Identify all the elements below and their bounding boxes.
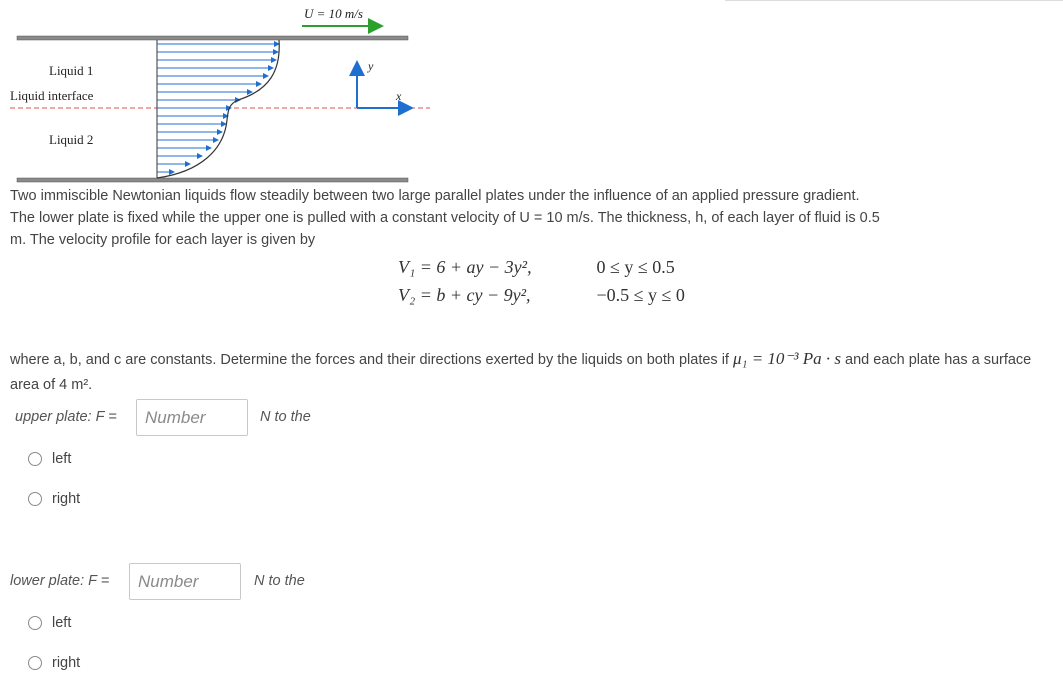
radio-button[interactable] bbox=[28, 492, 42, 506]
liquid2-label: Liquid 2 bbox=[49, 132, 94, 147]
velocity-profile-curve bbox=[157, 40, 279, 178]
upper-option-left-label: left bbox=[52, 451, 72, 467]
lower-force-input[interactable] bbox=[129, 563, 241, 600]
upper-direction-label: N to the bbox=[260, 409, 311, 425]
upper-force-input[interactable] bbox=[136, 399, 248, 436]
y-axis-label: y bbox=[368, 59, 374, 73]
problem-intro: Two immiscible Newtonian liquids flow steadily between two large parallel plates under the influence of an applied pressure gradient. The lower plate is fixed while the upper one is pulled with a constant velocity of U = 10 m/s. The thickness, h, of each layer of fluid is 0.5 m. The velocity profile for each layer is given by bbox=[10, 188, 880, 248]
lower-plate bbox=[17, 178, 408, 182]
interface-label: Liquid interface bbox=[10, 88, 94, 103]
viscosity-expression: μ₁ = 10⁻³ Pa · s bbox=[733, 349, 841, 368]
lower-plate-label: lower plate: F = bbox=[10, 573, 110, 589]
upper-option-left[interactable] bbox=[28, 451, 71, 467]
radio-button[interactable] bbox=[28, 452, 42, 466]
velocity-equations bbox=[398, 257, 685, 313]
velocity-label: U = 10 m/s bbox=[304, 6, 363, 21]
x-axis-label: x bbox=[396, 89, 402, 103]
flow-diagram bbox=[0, 0, 440, 185]
lower-option-right-label: right bbox=[52, 655, 81, 671]
question-text-a: where a, b, and c are constants. Determine the forces and their directions exerted by the liquids on both plates if bbox=[10, 352, 733, 368]
range-v1: 0 ≤ y ≤ 0.5 bbox=[596, 257, 675, 277]
problem-question bbox=[10, 346, 1063, 398]
lower-option-left-label: left bbox=[52, 615, 72, 631]
upper-option-right-label: right bbox=[52, 491, 81, 507]
liquid1-label: Liquid 1 bbox=[49, 63, 94, 78]
equation-v1: V₁ = 6 + ay − 3y², bbox=[398, 257, 532, 277]
question-text-b: and each plate has a surface area of 4 m². bbox=[10, 352, 1032, 393]
lower-option-left[interactable] bbox=[28, 615, 71, 631]
upper-plate bbox=[17, 36, 408, 40]
lower-option-right[interactable] bbox=[28, 655, 80, 671]
radio-button[interactable] bbox=[28, 656, 42, 670]
lower-direction-label: N to the bbox=[254, 573, 305, 589]
equation-v2: V₂ = b + cy − 9y², bbox=[398, 285, 531, 305]
upper-option-right[interactable] bbox=[28, 491, 80, 507]
upper-plate-label: upper plate: F = bbox=[15, 409, 117, 425]
radio-button[interactable] bbox=[28, 616, 42, 630]
range-v2: −0.5 ≤ y ≤ 0 bbox=[596, 285, 685, 305]
top-divider bbox=[725, 0, 1063, 1]
